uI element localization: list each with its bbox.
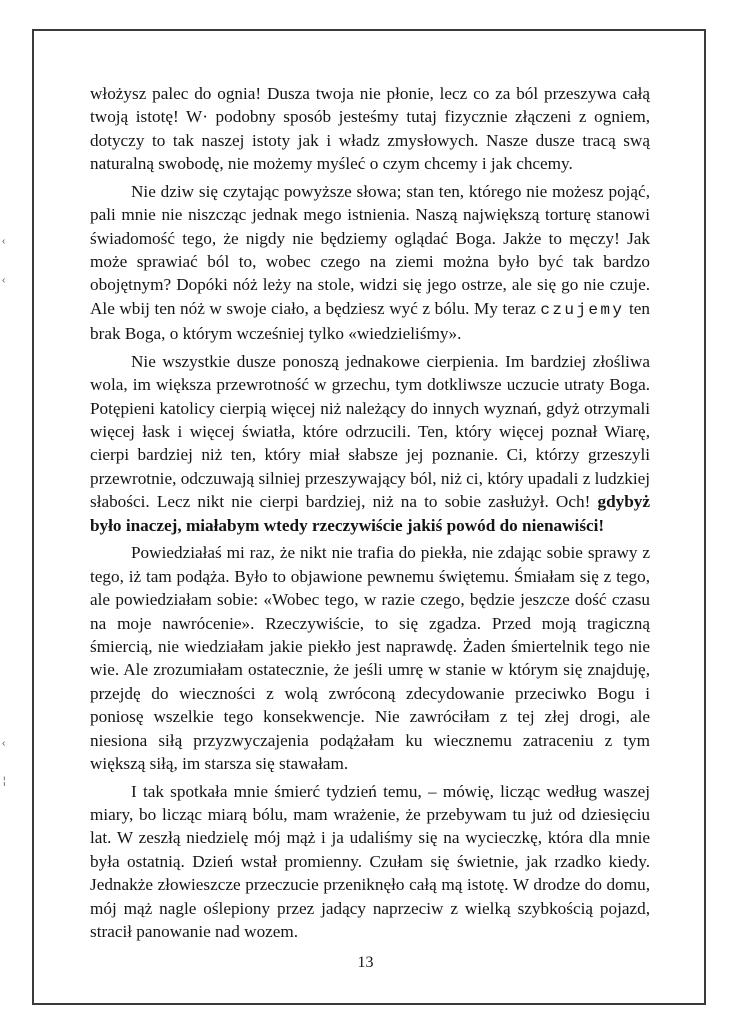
paragraph-4: [90, 541, 650, 775]
paragraph-text: Nie dziw się czytając powyższe słowa; stan ten, którego nie możesz pojąć, pali mnie nie niszcząc jednak mego istnienia. Naszą największą torturę stanowi świadomość tego, że nigdy nie będziemy oglądać Boga. Jakże to męczy! Jak może sprawiać ból to, wobec czego na ziemi można było być tak bardzo obojętnym? Dopóki nóż leży na stole, widzi się jego ostrze, ale się go nie czuje. Ale wbij ten nóż w swoje ciało, a będziesz wyć z bólu. My teraz: [90, 181, 650, 318]
page-number: 13: [357, 954, 374, 971]
paragraph-text: I tak spotkała mnie śmierć tydzień temu, – mówię, licząc według waszej miary, bo licząc miarą bólu, mam wrażenie, że przebywam tu już od dziesięciu lat. W zeszłą niedzielę mój mąż i ja udaliśmy się na wycieczkę, która dla mnie była ostatnią. Dzień wstał promienny. Czułam się świetnie, jak rzadko kiedy. Jednakże złowieszcze przeczucie przeniknęło całą mą istotę. W drodze do domu, mój mąż nagle oślepiony przez jadący naprzeciw z wielką szybkością pojazd, stracił panowanie nad wozem.: [90, 781, 650, 941]
page-body: [90, 82, 650, 948]
paragraph-text: włożysz palec do ognia! Dusza twoja nie płonie, lecz co za ból przeszywa całą twoją istotę! W· podobny sposób jesteśmy tutaj fizycznie złączeni z ogniem, dotyczy to tak naszej istoty jak i władz zmysłowych. Nasze dusze tracą swą naturalną swobodę, nie możemy myśleć o czym chcemy i jak chcemy.: [90, 84, 650, 174]
paragraph-5: [90, 780, 650, 944]
bold-sentence: gdybyż było inaczej, miałabym wtedy rzeczywiście jakiś powód do nienawiści!: [90, 492, 650, 535]
paragraph-text: ten brak Boga, o którym wcześniej tylko «wiedzieliśmy».: [90, 298, 650, 344]
paragraph-2: [90, 180, 650, 346]
paragraph-1: [90, 82, 650, 176]
paragraph-text: Nie wszystkie dusze ponoszą jednakowe cierpienia. Im bardziej złośliwa wola, im większa przewrotność w grzechu, tym dotkliwsze uczucie utraty Boga. Potępieni katolicy cierpią więcej niż należący do innych wyznań, gdyż otrzymali więcej łask i więcej światła, które odrzucili. Ten, który więcej poznał Wiarę, cierpi bardziej niż ten, który miał słabsze jej poznanie. Ci, którzy grzeszyli przewrotnie, odczuwają silniej przeszywający ból, niż ci, który upadali z ludzkiej słabości. Lecz nikt nie cierpi bardziej, niż na to sobie zasłużył. Och!: [90, 351, 650, 512]
margin-mark: ‹: [2, 738, 6, 749]
emphasized-word: czujemy: [540, 300, 625, 319]
margin-mark: ‹: [2, 275, 6, 286]
paragraph-text: Powiedziałaś mi raz, że nikt nie trafia do piekła, nie zdając sobie sprawy z tego, iż tam podąża. Było to objawione pewnemu świętemu. Śmiałam się z tego, ale powiedziałam sobie: «Wobec tego, w razie czego, będzie jeszcze dość czasu na moje nawrócenie». Rzeczywiście, to się zgadza. Przed moją tragiczną śmiercią, nie wiedziałam jakie piekło jest naprawdę. Żaden śmiertelnik tego nie wie. Ale zrozumiałam ostatecznie, że jeśli umrę w stanie w którym się znajduję, przejdę do wieczności z wolą zwróconą zdecydowanie przeciwko Bogu i poniosę wszelkie tego konsekwencje. Nie zawróciłam z tej złej drogi, ale niesiona siłą przyzwyczajenia podążałam ku wiecznemu zatraceniu z tym większą siłą, im starsza się stawałam.: [90, 543, 650, 773]
margin-mark: ¦: [3, 776, 6, 787]
paragraph-3: [90, 350, 650, 537]
margin-mark: ‹: [2, 236, 6, 247]
